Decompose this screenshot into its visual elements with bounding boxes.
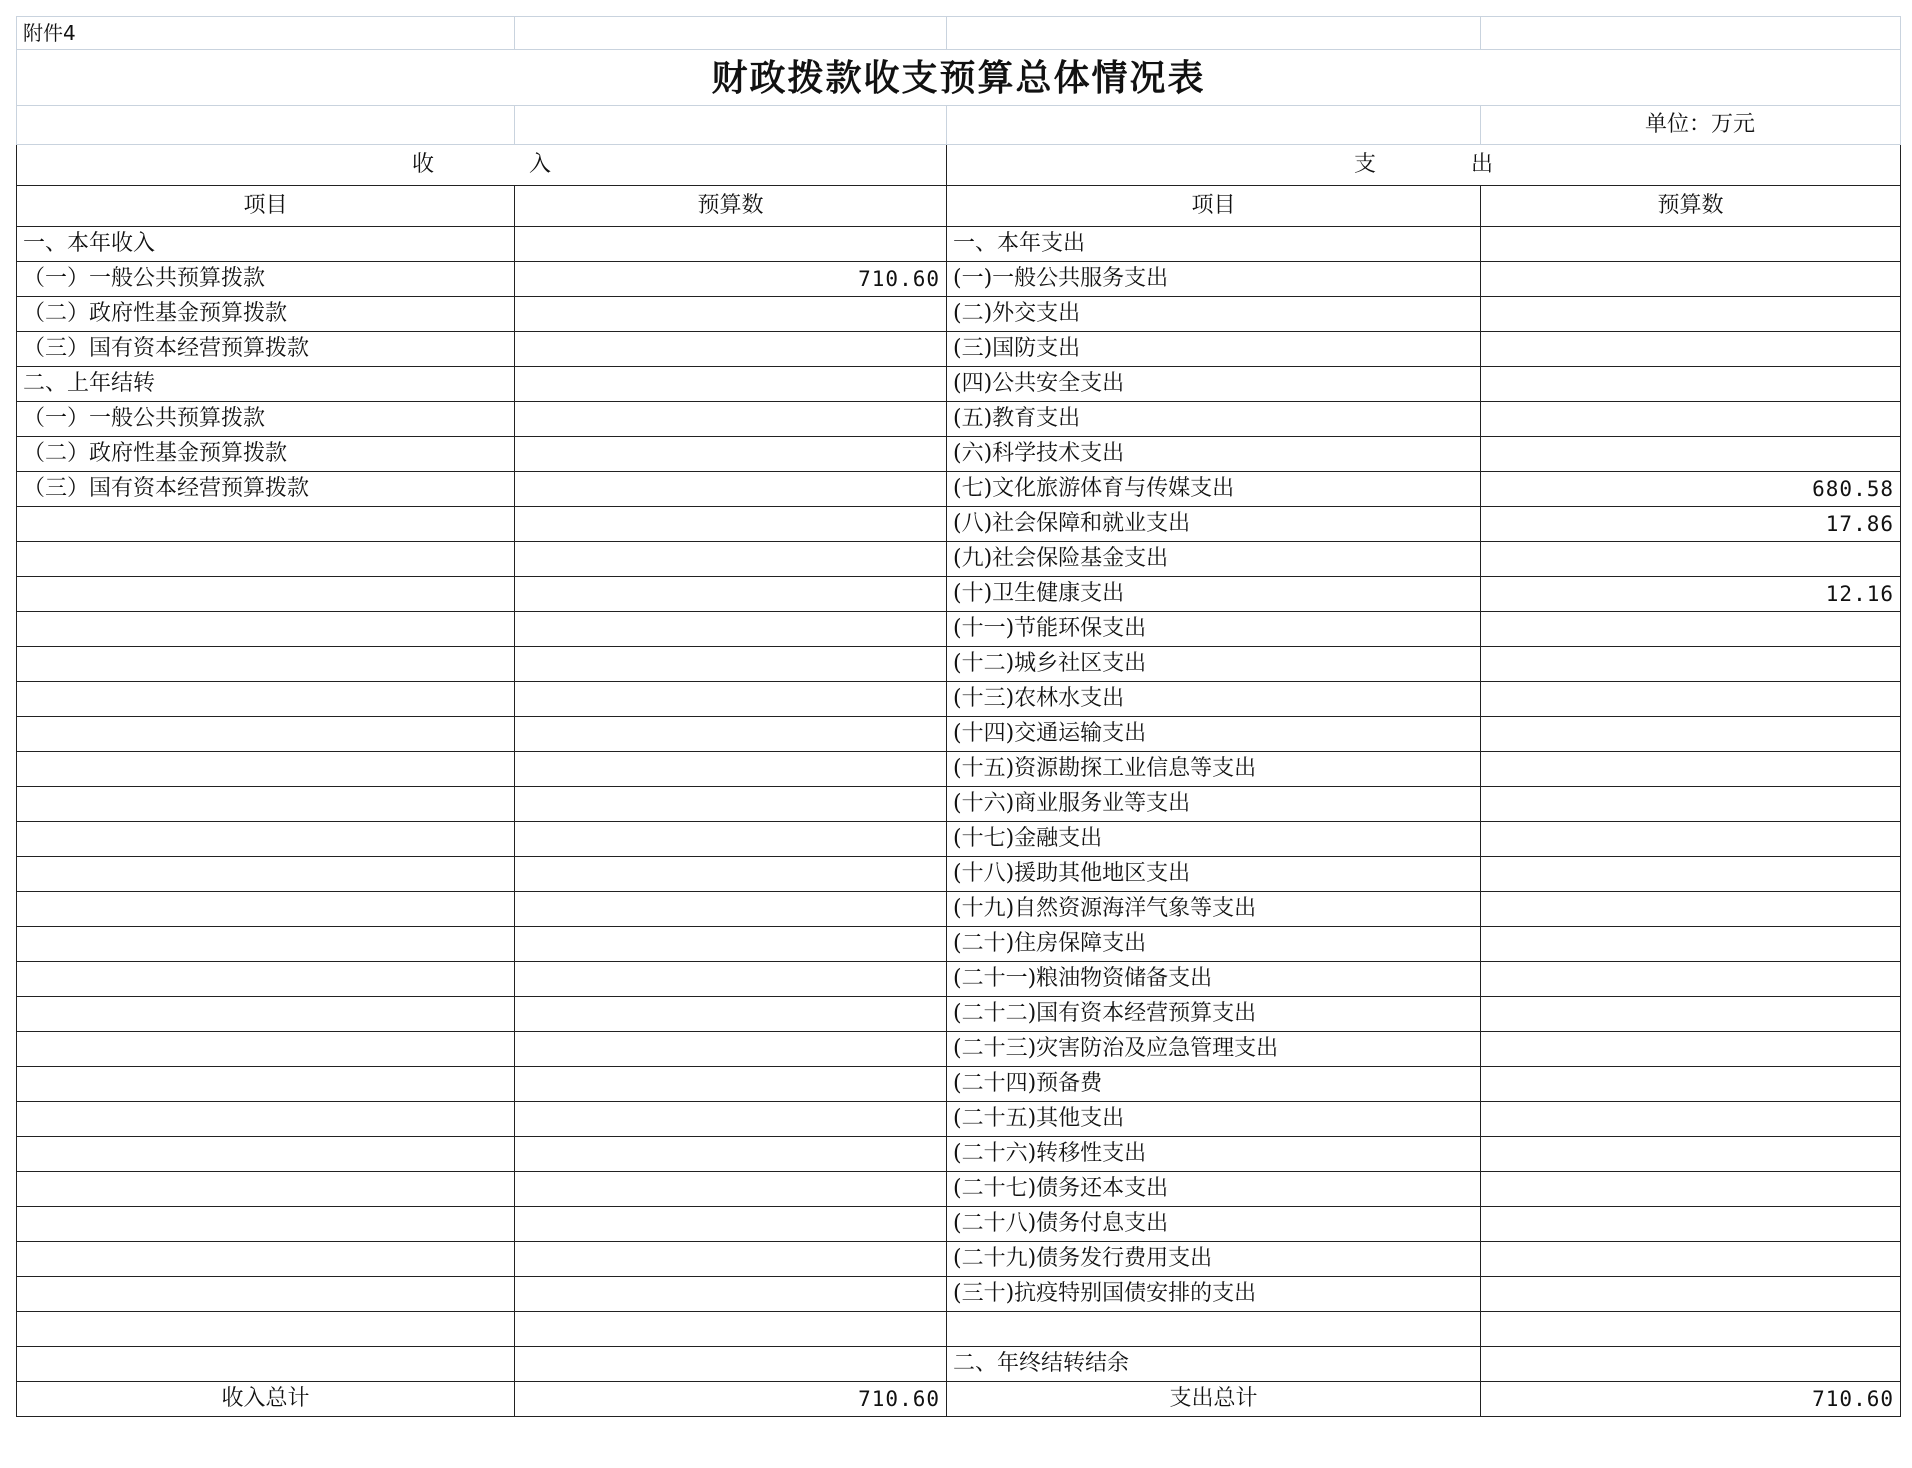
expense-budget-cell[interactable] xyxy=(1481,402,1901,437)
table-row xyxy=(17,1242,1901,1277)
expense-item-cell[interactable]: (十三)农林水支出 xyxy=(947,682,1481,717)
expense-item-cell[interactable]: 二、年终结转结余 xyxy=(947,1347,1481,1382)
attachment-row xyxy=(17,17,1901,50)
income-budget-cell[interactable] xyxy=(515,1347,947,1382)
table-row xyxy=(17,927,1901,962)
expense-budget-cell[interactable] xyxy=(1481,1032,1901,1067)
income-budget-cell[interactable]: 710.60 xyxy=(515,262,947,297)
table-row xyxy=(17,752,1901,787)
table-row xyxy=(17,1032,1901,1067)
expense-item-cell[interactable]: (二十七)债务还本支出 xyxy=(947,1172,1481,1207)
income-item-cell[interactable] xyxy=(17,752,515,787)
expense-budget-cell[interactable] xyxy=(1481,227,1901,262)
unit-label[interactable]: 单位：万元 xyxy=(1481,106,1901,145)
income-budget-cell[interactable] xyxy=(515,227,947,262)
expense-budget-cell[interactable]: 680.58 xyxy=(1481,472,1901,507)
income-item-cell[interactable]: 二、上年结转 xyxy=(17,367,515,402)
expense-item-cell[interactable]: (二十二)国有资本经营预算支出 xyxy=(947,997,1481,1032)
income-item-cell[interactable]: （三）国有资本经营预算拨款 xyxy=(17,332,515,367)
income-budget-cell[interactable] xyxy=(515,577,947,612)
section-row xyxy=(17,145,1901,186)
income-item-cell[interactable] xyxy=(17,1172,515,1207)
income-budget-cell[interactable] xyxy=(515,507,947,542)
income-item-cell[interactable]: 一、本年收入 xyxy=(17,227,515,262)
income-item-cell[interactable]: （二）政府性基金预算拨款 xyxy=(17,297,515,332)
income-item-cell[interactable] xyxy=(17,1207,515,1242)
expense-budget-cell[interactable] xyxy=(1481,297,1901,332)
expense-item-cell[interactable]: (二十五)其他支出 xyxy=(947,1102,1481,1137)
income-budget-cell[interactable] xyxy=(515,1172,947,1207)
expense-item-cell[interactable]: 一、本年支出 xyxy=(947,227,1481,262)
table-row xyxy=(17,892,1901,927)
income-item-cell[interactable] xyxy=(17,647,515,682)
income-budget-cell[interactable] xyxy=(515,297,947,332)
table-row xyxy=(17,1347,1901,1382)
income-item-cell[interactable]: （二）政府性基金预算拨款 xyxy=(17,437,515,472)
expense-budget-cell[interactable] xyxy=(1481,612,1901,647)
expense-budget-cell[interactable] xyxy=(1481,717,1901,752)
table-row xyxy=(17,717,1901,752)
expense-item-cell[interactable]: (四)公共安全支出 xyxy=(947,367,1481,402)
income-item-cell[interactable] xyxy=(17,542,515,577)
income-item-cell[interactable] xyxy=(17,962,515,997)
expense-budget-cell[interactable] xyxy=(1481,1277,1901,1312)
expense-item-cell[interactable]: (二十八)债务付息支出 xyxy=(947,1207,1481,1242)
table-row xyxy=(17,822,1901,857)
expense-budget-cell[interactable] xyxy=(1481,1312,1901,1347)
income-item-cell[interactable] xyxy=(17,1312,515,1347)
expense-total-label[interactable]: 支出总计 xyxy=(947,1382,1481,1417)
expense-budget-cell[interactable]: 12.16 xyxy=(1481,577,1901,612)
table-row xyxy=(17,647,1901,682)
cell[interactable] xyxy=(947,17,1481,50)
income-budget-cell[interactable] xyxy=(515,822,947,857)
income-budget-cell[interactable] xyxy=(515,1242,947,1277)
expense-section-char-2: 出 xyxy=(1471,152,1494,177)
table-row xyxy=(17,297,1901,332)
table-row xyxy=(17,1102,1901,1137)
income-item-cell[interactable]: （一）一般公共预算拨款 xyxy=(17,402,515,437)
income-budget-cell[interactable] xyxy=(515,997,947,1032)
expense-item-cell[interactable]: (十二)城乡社区支出 xyxy=(947,647,1481,682)
expense-item-cell[interactable]: (六)科学技术支出 xyxy=(947,437,1481,472)
expense-budget-cell[interactable] xyxy=(1481,367,1901,402)
cell[interactable] xyxy=(515,17,947,50)
expense-item-cell[interactable]: (十一)节能环保支出 xyxy=(947,612,1481,647)
table-row xyxy=(17,262,1901,297)
income-item-cell[interactable] xyxy=(17,1067,515,1102)
income-budget-cell[interactable] xyxy=(515,1067,947,1102)
income-budget-cell[interactable] xyxy=(515,402,947,437)
totals-row xyxy=(17,1382,1901,1417)
table-row xyxy=(17,1172,1901,1207)
income-total-value[interactable]: 710.60 xyxy=(515,1382,947,1417)
income-section-header[interactable] xyxy=(17,145,947,186)
expense-item-cell[interactable]: (五)教育支出 xyxy=(947,402,1481,437)
expense-budget-cell[interactable] xyxy=(1481,962,1901,997)
income-item-cell[interactable] xyxy=(17,1102,515,1137)
expense-total-value[interactable]: 710.60 xyxy=(1481,1382,1901,1417)
income-item-cell[interactable]: （一）一般公共预算拨款 xyxy=(17,262,515,297)
expense-item-cell[interactable]: (九)社会保险基金支出 xyxy=(947,542,1481,577)
table-row xyxy=(17,472,1901,507)
table-row xyxy=(17,1207,1901,1242)
income-budget-header[interactable]: 预算数 xyxy=(515,186,947,227)
income-item-cell[interactable] xyxy=(17,1032,515,1067)
income-budget-cell[interactable] xyxy=(515,612,947,647)
cell[interactable] xyxy=(1481,17,1901,50)
income-item-header[interactable]: 项目 xyxy=(17,186,515,227)
table-row xyxy=(17,962,1901,997)
expense-budget-cell[interactable] xyxy=(1481,1207,1901,1242)
income-budget-cell[interactable] xyxy=(515,437,947,472)
expense-budget-cell[interactable] xyxy=(1481,857,1901,892)
expense-budget-cell[interactable] xyxy=(1481,1172,1901,1207)
expense-item-cell[interactable]: (二十一)粮油物资储备支出 xyxy=(947,962,1481,997)
income-item-cell[interactable] xyxy=(17,1347,515,1382)
expense-budget-cell[interactable] xyxy=(1481,752,1901,787)
income-budget-cell[interactable] xyxy=(515,542,947,577)
income-budget-cell[interactable] xyxy=(515,1137,947,1172)
income-budget-cell[interactable] xyxy=(515,1207,947,1242)
table-row xyxy=(17,682,1901,717)
expense-item-cell[interactable]: (十四)交通运输支出 xyxy=(947,717,1481,752)
table-row xyxy=(17,367,1901,402)
expense-item-cell[interactable]: (三十)抗疫特别国债安排的支出 xyxy=(947,1277,1481,1312)
attachment-label[interactable]: 附件4 xyxy=(17,17,515,50)
cell[interactable] xyxy=(515,106,947,145)
income-item-cell[interactable] xyxy=(17,892,515,927)
expense-item-cell[interactable] xyxy=(947,1312,1481,1347)
expense-budget-cell[interactable]: 17.86 xyxy=(1481,507,1901,542)
expense-item-cell[interactable]: (十六)商业服务业等支出 xyxy=(947,787,1481,822)
expense-section-char-1: 支 xyxy=(1353,152,1376,177)
income-item-cell[interactable] xyxy=(17,1277,515,1312)
expense-budget-cell[interactable] xyxy=(1481,1242,1901,1277)
income-budget-cell[interactable] xyxy=(515,1277,947,1312)
table-row xyxy=(17,1277,1901,1312)
table-row xyxy=(17,402,1901,437)
expense-budget-cell[interactable] xyxy=(1481,332,1901,367)
table-row xyxy=(17,332,1901,367)
expense-item-cell[interactable]: (一)一般公共服务支出 xyxy=(947,262,1481,297)
expense-budget-cell[interactable] xyxy=(1481,1137,1901,1172)
expense-budget-cell[interactable] xyxy=(1481,787,1901,822)
expense-item-cell[interactable]: (二十六)转移性支出 xyxy=(947,1137,1481,1172)
income-budget-cell[interactable] xyxy=(515,682,947,717)
expense-budget-cell[interactable] xyxy=(1481,262,1901,297)
income-budget-cell[interactable] xyxy=(515,962,947,997)
income-item-cell[interactable] xyxy=(17,577,515,612)
expense-budget-cell[interactable] xyxy=(1481,997,1901,1032)
income-budget-cell[interactable] xyxy=(515,1102,947,1137)
expense-item-cell[interactable]: (七)文化旅游体育与传媒支出 xyxy=(947,472,1481,507)
expense-item-cell[interactable]: (三)国防支出 xyxy=(947,332,1481,367)
table-row xyxy=(17,227,1901,262)
expense-item-cell[interactable]: (二十)住房保障支出 xyxy=(947,927,1481,962)
table-row xyxy=(17,857,1901,892)
expense-budget-cell[interactable] xyxy=(1481,1347,1901,1382)
income-item-cell[interactable] xyxy=(17,927,515,962)
income-item-cell[interactable]: （三）国有资本经营预算拨款 xyxy=(17,472,515,507)
income-item-cell[interactable] xyxy=(17,507,515,542)
expense-section-header[interactable] xyxy=(947,145,1901,186)
cell[interactable] xyxy=(17,106,515,145)
table-row xyxy=(17,437,1901,472)
expense-budget-cell[interactable] xyxy=(1481,682,1901,717)
expense-item-cell[interactable]: (二)外交支出 xyxy=(947,297,1481,332)
income-budget-cell[interactable] xyxy=(515,1312,947,1347)
expense-budget-cell[interactable] xyxy=(1481,1067,1901,1102)
income-budget-cell[interactable] xyxy=(515,332,947,367)
expense-item-cell[interactable]: (十九)自然资源海洋气象等支出 xyxy=(947,892,1481,927)
expense-budget-header[interactable]: 预算数 xyxy=(1481,186,1901,227)
unit-row xyxy=(17,106,1901,145)
expense-budget-cell[interactable] xyxy=(1481,822,1901,857)
expense-item-cell[interactable]: (十八)援助其他地区支出 xyxy=(947,857,1481,892)
income-budget-cell[interactable] xyxy=(515,717,947,752)
expense-item-cell[interactable]: (十五)资源勘探工业信息等支出 xyxy=(947,752,1481,787)
income-budget-cell[interactable] xyxy=(515,857,947,892)
income-item-cell[interactable] xyxy=(17,682,515,717)
table-row xyxy=(17,507,1901,542)
income-section-char-2: 入 xyxy=(529,152,552,177)
income-item-cell[interactable] xyxy=(17,717,515,752)
income-section-char-1: 收 xyxy=(411,152,434,177)
sheet-title[interactable]: 财政拨款收支预算总体情况表 xyxy=(17,50,1901,106)
table-row xyxy=(17,542,1901,577)
income-item-cell[interactable] xyxy=(17,612,515,647)
expense-item-cell[interactable]: (十)卫生健康支出 xyxy=(947,577,1481,612)
table-row xyxy=(17,997,1901,1032)
income-item-cell[interactable] xyxy=(17,1242,515,1277)
expense-item-cell[interactable]: (二十九)债务发行费用支出 xyxy=(947,1242,1481,1277)
expense-budget-cell[interactable] xyxy=(1481,437,1901,472)
income-budget-cell[interactable] xyxy=(515,367,947,402)
income-item-cell[interactable] xyxy=(17,822,515,857)
expense-item-header[interactable]: 项目 xyxy=(947,186,1481,227)
cell[interactable] xyxy=(947,106,1481,145)
expense-budget-cell[interactable] xyxy=(1481,892,1901,927)
table-row xyxy=(17,612,1901,647)
expense-item-cell[interactable]: (八)社会保障和就业支出 xyxy=(947,507,1481,542)
income-item-cell[interactable] xyxy=(17,997,515,1032)
income-budget-cell[interactable] xyxy=(515,647,947,682)
income-budget-cell[interactable] xyxy=(515,892,947,927)
title-row xyxy=(17,50,1901,106)
income-item-cell[interactable] xyxy=(17,787,515,822)
expense-budget-cell[interactable] xyxy=(1481,647,1901,682)
income-budget-cell[interactable] xyxy=(515,472,947,507)
income-budget-cell[interactable] xyxy=(515,927,947,962)
income-item-cell[interactable] xyxy=(17,1137,515,1172)
expense-budget-cell[interactable] xyxy=(1481,1102,1901,1137)
table-row xyxy=(17,1137,1901,1172)
income-budget-cell[interactable] xyxy=(515,1032,947,1067)
income-total-label[interactable]: 收入总计 xyxy=(17,1382,515,1417)
expense-item-cell[interactable]: (十七)金融支出 xyxy=(947,822,1481,857)
table-row xyxy=(17,787,1901,822)
expense-budget-cell[interactable] xyxy=(1481,542,1901,577)
income-budget-cell[interactable] xyxy=(515,787,947,822)
column-header-row xyxy=(17,186,1901,227)
expense-item-cell[interactable]: (二十四)预备费 xyxy=(947,1067,1481,1102)
income-budget-cell[interactable] xyxy=(515,752,947,787)
table-row xyxy=(17,1312,1901,1347)
table-row xyxy=(17,577,1901,612)
expense-budget-cell[interactable] xyxy=(1481,927,1901,962)
table-row xyxy=(17,1067,1901,1102)
income-item-cell[interactable] xyxy=(17,857,515,892)
budget-spreadsheet xyxy=(16,16,1901,1417)
expense-item-cell[interactable]: (二十三)灾害防治及应急管理支出 xyxy=(947,1032,1481,1067)
